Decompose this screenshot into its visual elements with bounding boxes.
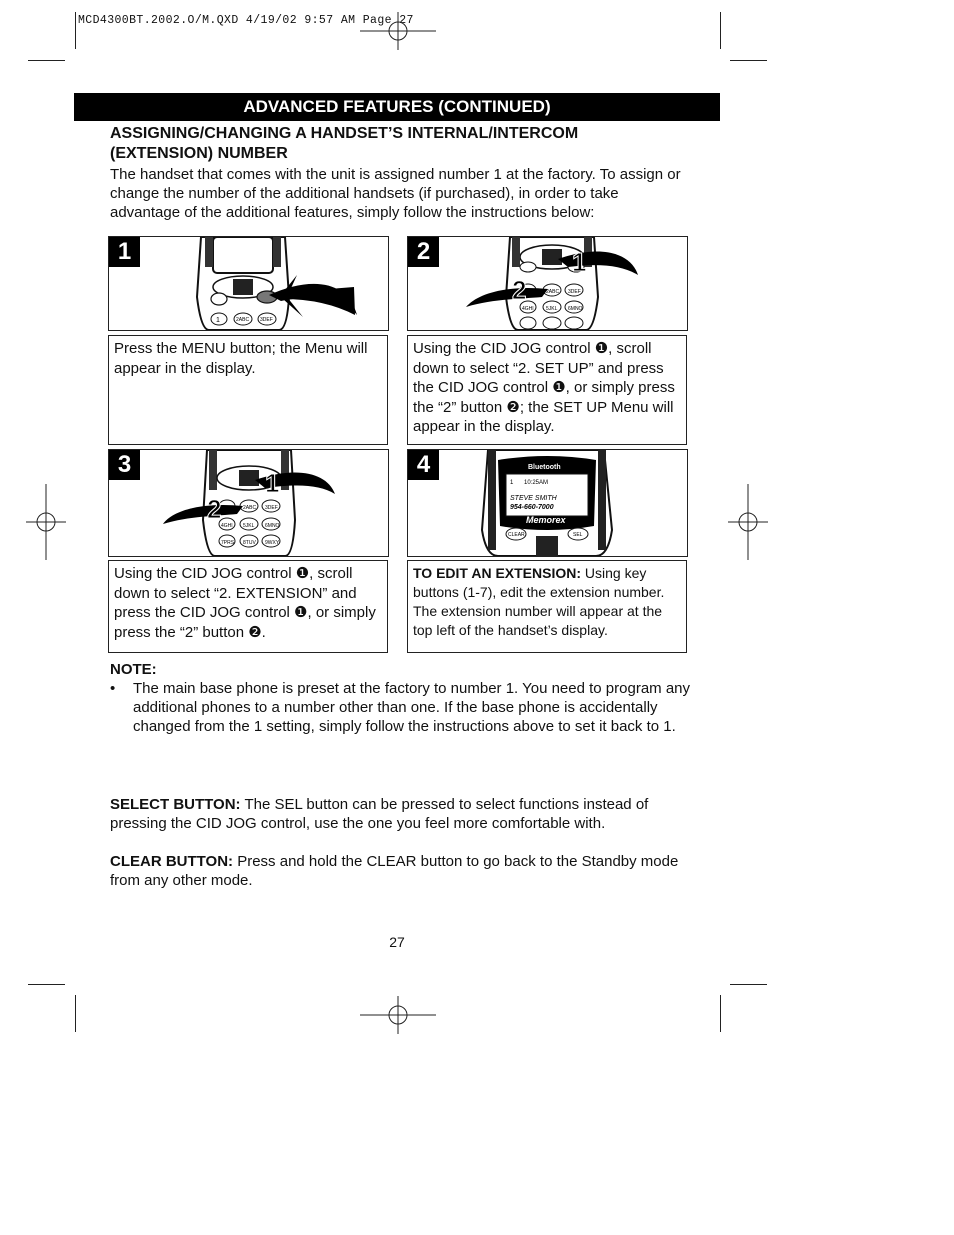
intro-paragraph: The handset that comes with the unit is assigned number 1 at the factory. To assign or change the number of the additional handsets (if purchased), in order to take advantage of the additional features, simply follow the instructions below: [110,166,681,221]
display-phone: 954-660-7000 [510,504,554,511]
callout-2: 2 [207,494,222,524]
key-7: 7PRS [221,540,235,546]
key-4: 4GHI [522,306,534,312]
step-4-number: 4 [408,450,439,480]
step-3-number: 3 [109,450,140,480]
step-4-figure [407,449,688,557]
key-2: 2ABC [236,317,250,323]
key-3: 3DEF [265,505,278,511]
step-1-text: Press the MENU button; the Menu will appear in the display. [108,335,388,445]
handset-illustration [109,450,388,556]
select-button-text: The SEL button can be pressed to select functions instead of pressing the CID JOG control, use the one you feel more comfortable with. [110,796,649,832]
step-2-number: 2 [408,237,439,267]
display-bluetooth-logo: Bluetooth [528,464,561,471]
section-banner: ADVANCED FEATURES (CONTINUED) [74,93,720,121]
key-1: 1 [216,317,220,324]
callout-1: 1 [572,247,587,277]
step-2-text: Using the CID JOG control ❶, scroll down to select “2. SET UP” and press the CID JOG control ❶, or simply press the “2” button ❷; the SET UP Menu will appear in the display. [407,335,687,445]
key-6: 6MNO [265,523,280,529]
callout-1: 1 [265,468,280,498]
key-5: 5JKL [243,523,255,529]
file-header: MCD4300BT.2002.O/M.QXD 4/19/02 9:57 AM Page 27 [78,14,414,27]
key-8: 8TUV [243,540,256,546]
display-extension: 1 [510,480,514,486]
select-button-paragraph [110,795,700,833]
registration-mark-left [26,484,66,560]
step-3-figure [108,449,389,557]
registration-mark-bottom [360,996,436,1036]
memorex-logo: Memorex [526,515,566,525]
key-9: 9WXY [265,540,280,546]
sel-key: SEL [573,532,583,538]
key-6: 6MNO [568,306,583,312]
note-item [110,679,700,736]
select-button-label: SELECT BUTTON: [110,796,241,813]
handset-illustration [109,237,388,330]
step-4-text [407,560,687,653]
clear-button-label: CLEAR BUTTON: [110,853,234,870]
callout-2: 2 [512,275,527,305]
clear-button-text: Press and hold the CLEAR button to go back to the Standby mode from any other mode. [110,853,679,889]
heading-line-2: (EXTENSION) NUMBER [110,145,288,162]
step-4-label: TO EDIT AN EXTENSION: [413,565,582,581]
clear-button-paragraph [110,852,700,890]
section-heading [110,124,670,164]
display-name: STEVE SMITH [510,495,557,502]
handset-illustration [408,450,687,556]
key-3: 3DEF [260,317,273,323]
step-1-figure [108,236,389,331]
display-time: 10:25AM [524,480,549,486]
page-number: 27 [389,934,405,950]
step-2-figure [407,236,688,331]
key-4: 4GHI [221,523,233,529]
note-heading: NOTE: [110,661,157,678]
step-4-body: Using key buttons (1-7), edit the extension number. The extension number will appear at the top left of the handset’s display. [413,565,665,638]
clear-key: CLEAR [508,532,525,538]
key-2: 2ABC [546,289,560,295]
handset-illustration [408,237,687,330]
key-3: 3DEF [568,289,581,295]
heading-line-1: ASSIGNING/CHANGING A HANDSET’S INTERNAL/INTERCOM [110,125,579,142]
key-5: 5JKL [546,306,558,312]
note-bullet: • [110,680,116,697]
registration-mark-right [728,484,768,560]
key-2: 2ABC [243,505,257,511]
step-3-text: Using the CID JOG control ❶, scroll down to select “2. EXTENSION” and press the CID JOG control ❶, or simply press the “2” button ❷. [108,560,388,653]
registration-mark-top [360,12,436,52]
step-1-number: 1 [109,237,140,267]
note-text: The main base phone is preset at the factory to number 1. You need to program any additional phones to a number other than one. If the base phone is accidentally changed from the 1 setting, simply follow the instructions above to set it back to 1. [133,680,691,735]
